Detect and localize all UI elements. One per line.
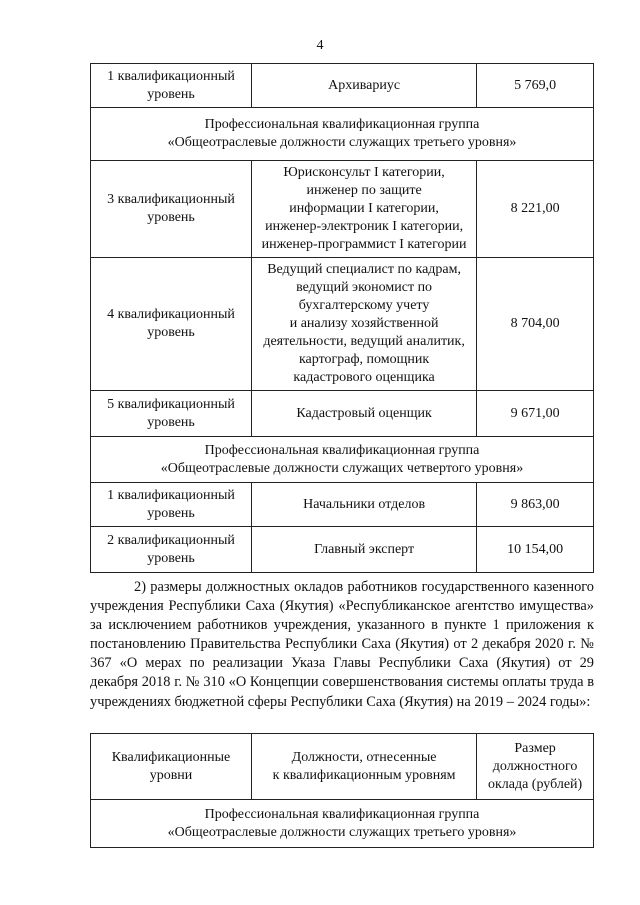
positions-cell-text: Юрисконсульт I категории, <box>283 165 445 180</box>
body-paragraph: 2) размеры должностных окладов работников государственного казенного учреждения Республики Саха (Якутия) «Республиканское агентство имущества» за исключением работников учреждения, указанного в пункте 1 приложения к постановлению Правительства Республики Саха (Якутия) от 2 декабря 2020 г. № 367 «О мерах по реализации Указа Главы Республики Саха (Якутия) от 29 декабря 2018 г. № 310 «О Концепции совершенствования системы оплаты труда в учреждениях бюджетной сферы Республики Саха (Якутия) на 2019 – 2024 годы»: <box>90 579 594 710</box>
header-text: уровни <box>149 767 193 783</box>
positions-cell <box>252 64 477 108</box>
positions-cell-text: ведущий экономист по <box>296 280 433 295</box>
group-text: «Общеотраслевые должности служащих четвертого уровня» <box>160 460 524 476</box>
group-cell <box>91 437 594 483</box>
group-text: Профессиональная квалификационная группа <box>204 117 480 132</box>
salary-cell: 10 154,00 <box>477 527 594 573</box>
salary-cell: 8 221,00 <box>477 161 594 258</box>
level-cell-text: 4 квалификационный <box>107 307 235 322</box>
level-cell-text: уровень <box>147 505 195 521</box>
group-cell <box>91 108 594 161</box>
positions-cell-text: деятельности, ведущий аналитик, <box>263 334 465 349</box>
header-salary-cell <box>477 734 594 800</box>
header-text: оклада (рублей) <box>487 776 583 792</box>
table-row <box>91 483 594 527</box>
level-cell-text: 1 квалификационный <box>107 487 235 503</box>
salary-cell: 5 769,0 <box>477 64 594 108</box>
table-row <box>91 161 594 258</box>
level-cell-text: уровень <box>147 210 195 225</box>
table-header-row <box>91 734 594 800</box>
table-row <box>91 391 594 437</box>
positions-cell-text: инженер по защите <box>306 183 422 198</box>
level-cell-text: уровень <box>147 550 195 566</box>
positions-cell-text: бухгалтерскому учету <box>298 298 430 313</box>
positions-cell-text: и анализу хозяйственной <box>289 316 439 331</box>
group-text: «Общеотраслевые должности служащих третьего уровня» <box>167 824 517 840</box>
header-text: Размер <box>514 740 556 756</box>
positions-cell-text: Ведущий специалист по кадрам, <box>267 262 461 277</box>
salary-cell: 9 671,00 <box>477 391 594 437</box>
header-text: к квалификационным уровням <box>272 767 456 783</box>
positions-cell-text: Кадастровый оценщик <box>296 405 432 421</box>
header-positions-cell <box>252 734 477 800</box>
level-cell-text: 5 квалификационный <box>107 396 235 412</box>
group-text: «Общеотраслевые должности служащих третьего уровня» <box>167 135 517 150</box>
group-text: Профессиональная квалификационная группа <box>204 442 480 458</box>
level-cell-text: 2 квалификационный <box>107 532 235 548</box>
salary-cell: 9 863,00 <box>477 483 594 527</box>
salary-cell: 8 704,00 <box>477 258 594 391</box>
header-text: Квалификационные <box>111 749 231 765</box>
header-level-cell <box>91 734 252 800</box>
page-number: 4 <box>316 38 324 53</box>
positions-cell-text: картограф, помощник <box>298 352 430 367</box>
positions-cell <box>252 527 477 573</box>
header-text: Должности, отнесенные <box>291 749 437 765</box>
salary-table-top <box>90 63 594 573</box>
positions-cell <box>252 483 477 527</box>
group-text: Профессиональная квалификационная группа <box>204 806 480 822</box>
positions-cell-text: инженер-программист I категории <box>261 237 467 252</box>
positions-cell-text: информации I категории, <box>289 201 439 216</box>
level-cell <box>91 483 252 527</box>
table-row <box>91 258 594 391</box>
level-cell-text: уровень <box>147 86 195 102</box>
positions-cell <box>252 391 477 437</box>
group-cell <box>91 800 594 848</box>
level-cell <box>91 527 252 573</box>
header-text: должностного <box>492 758 578 774</box>
positions-cell-text: Архивариус <box>328 77 401 93</box>
salary-table-bottom <box>90 733 594 848</box>
table-row <box>91 64 594 108</box>
positions-cell-text: кадастрового оценщика <box>293 370 435 385</box>
level-cell-text: 3 квалификационный <box>107 192 235 207</box>
positions-cell-text: Главный эксперт <box>314 541 415 557</box>
level-cell-text: 1 квалификационный <box>107 68 235 84</box>
level-cell <box>91 161 252 258</box>
positions-cell-text: инженер-электроник I категории, <box>265 219 464 234</box>
level-cell-text: уровень <box>147 325 195 340</box>
table-row <box>91 527 594 573</box>
level-cell <box>91 64 252 108</box>
group-row <box>91 437 594 483</box>
group-row <box>91 108 594 161</box>
level-cell <box>91 258 252 391</box>
positions-cell <box>252 161 477 258</box>
positions-cell <box>252 258 477 391</box>
level-cell-text: уровень <box>147 414 195 430</box>
group-row <box>91 800 594 848</box>
positions-cell-text: Начальники отделов <box>303 496 426 512</box>
level-cell <box>91 391 252 437</box>
